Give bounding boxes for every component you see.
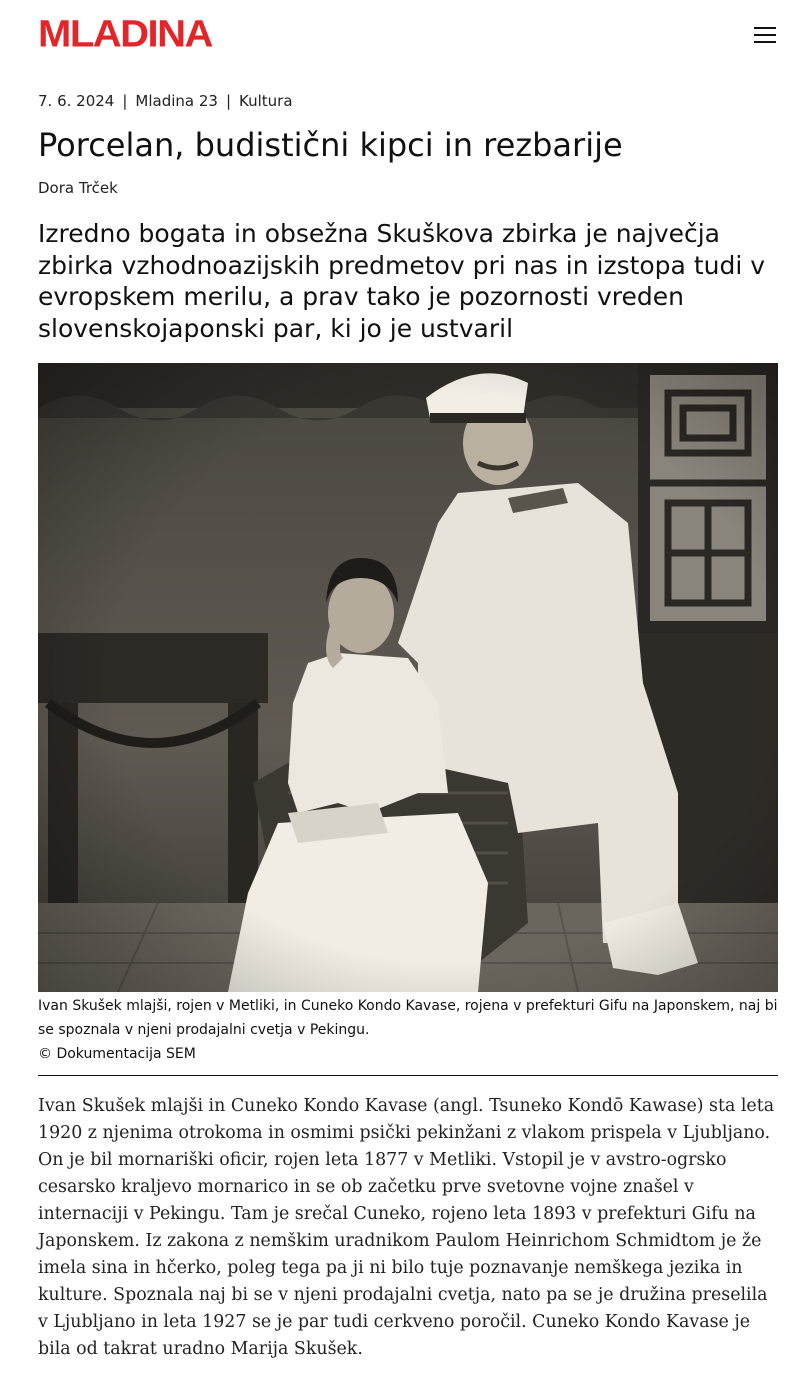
site-header (0, 0, 790, 70)
meta-separator: | (122, 92, 128, 110)
hamburger-line (754, 27, 776, 29)
hamburger-line (754, 34, 776, 36)
article-meta (38, 92, 293, 110)
article-title: Porcelan, budistični kipci in rezbarije (38, 126, 623, 164)
image-credit: © Dokumentacija SEM (38, 1046, 196, 1062)
archival-photo-illustration (38, 363, 778, 992)
article-author[interactable]: Dora Trček (38, 179, 118, 197)
article-body-paragraph: Ivan Skušek mlajši in Cuneko Kondo Kavase (angl. Tsuneko Kondō Kawase) sta leta 1920 z njenima otrokoma in osmimi psički pekinžani z vlakom prispela v Ljubljano. On je bil mornariški oficir, rojen leta 1877 v Metliki. Vstopil je v avstro-ogrsko cesarsko kraljevo mornarico in se ob začetku prve svetovne vojne znašel v internaciji v Pekingu. Tam je srečal Cuneko, rojeno leta 1893 v prefekturi Gifu na Japonskem. Iz zakona z nemškim uradnikom Paulom Heinrichom Schmidtom je že imela sina in hčerko, poleg tega pa ji ni bilo tuje poznavanje nemškega jezika in kulture. Spoznala naj bi se v njeni prodajalni cvetja, nato pa se je družina preselila v Ljubljano in leta 1927 se je par tudi cerkveno poročil. Cuneko Kondo Kavase je bila od takrat uradno Marija Skušek. (38, 1096, 775, 1359)
article-date: 7. 6. 2024 (38, 92, 115, 110)
article-issue-link[interactable]: Mladina 23 (135, 92, 218, 110)
article-lead: Izredno bogata in obsežna Skuškova zbirka je največja zbirka vzhodnoazijskih predmetov pri nas in izstopa tudi v evropskem merilu, a prav tako je pozornosti vreden slovenskojaponski par, ki jo je ustvaril (38, 219, 766, 343)
meta-separator: | (225, 92, 232, 110)
image-caption: Ivan Skušek mlajši, rojen v Metliki, in Cuneko Kondo Kavase, rojena v prefekturi Gifu na Japonskem, naj bi se spoznala v njeni prodajalni cvetja v Pekingu. (38, 998, 778, 1038)
article-section-link[interactable]: Kultura (239, 92, 293, 110)
caption-divider (38, 1075, 778, 1076)
article-photo (38, 363, 778, 992)
site-logo[interactable]: MLADINA (38, 13, 212, 55)
hamburger-menu-icon[interactable] (752, 24, 780, 48)
hamburger-line (754, 41, 776, 43)
